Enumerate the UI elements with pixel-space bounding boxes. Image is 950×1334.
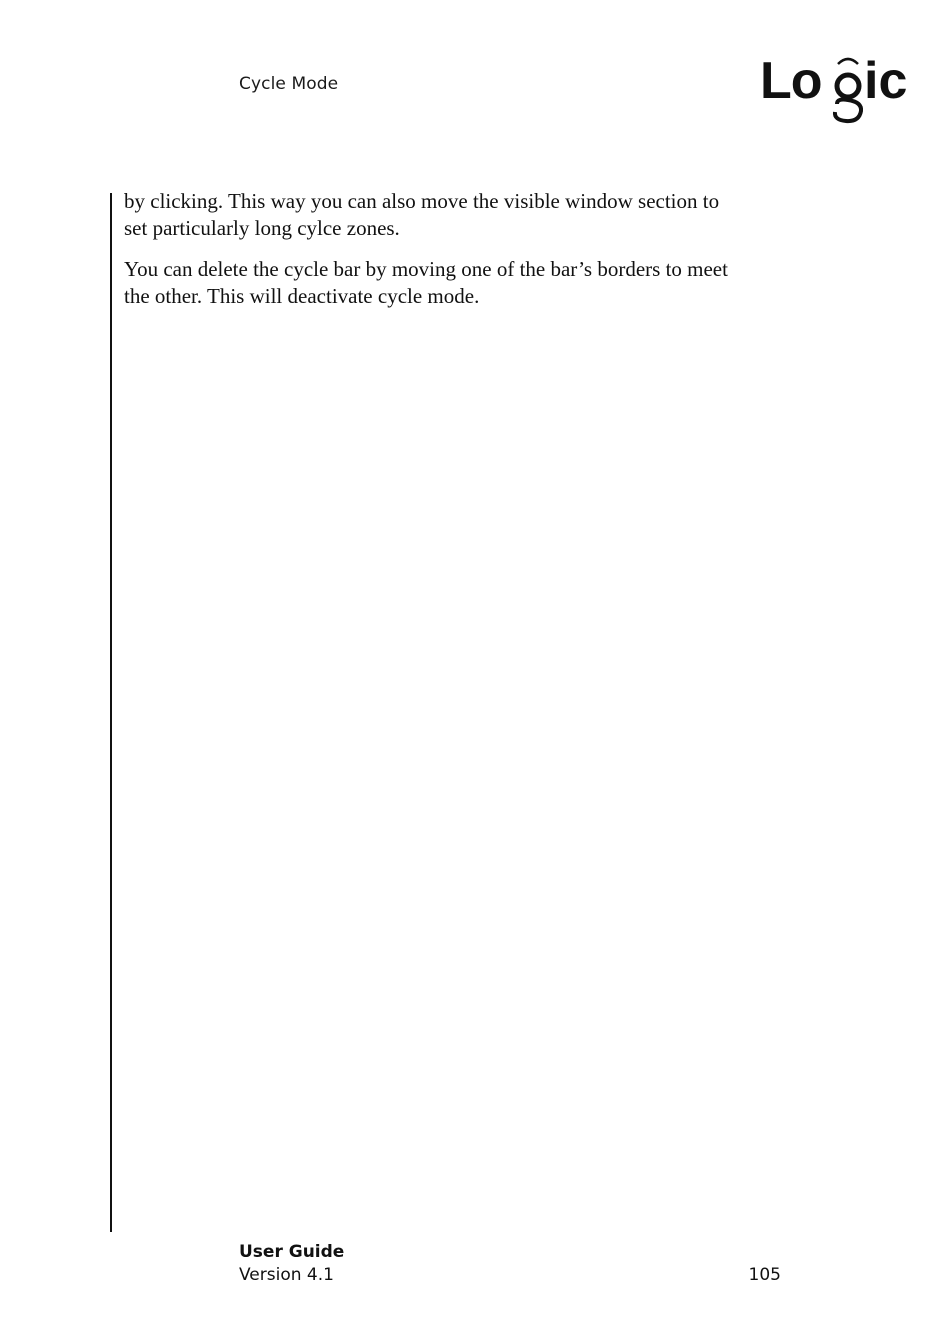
logic-logo (758, 46, 923, 126)
footer-version: Version 4.1 (239, 1265, 334, 1285)
svg-text:ic: ic (864, 52, 908, 110)
running-header: Cycle Mode (239, 74, 339, 94)
svg-text:Lo: Lo (760, 52, 822, 110)
body-text (124, 188, 744, 324)
page-number: 105 (748, 1265, 781, 1285)
footer-title: User Guide (239, 1242, 345, 1262)
paragraph: by clicking. This way you can also move the visible window section to set particularly long cylce zones. (124, 189, 720, 240)
margin-rule (110, 193, 112, 1232)
paragraph: You can delete the cycle bar by moving one of the bar’s borders to meet the other. This will deactivate cycle mode. (124, 257, 728, 308)
